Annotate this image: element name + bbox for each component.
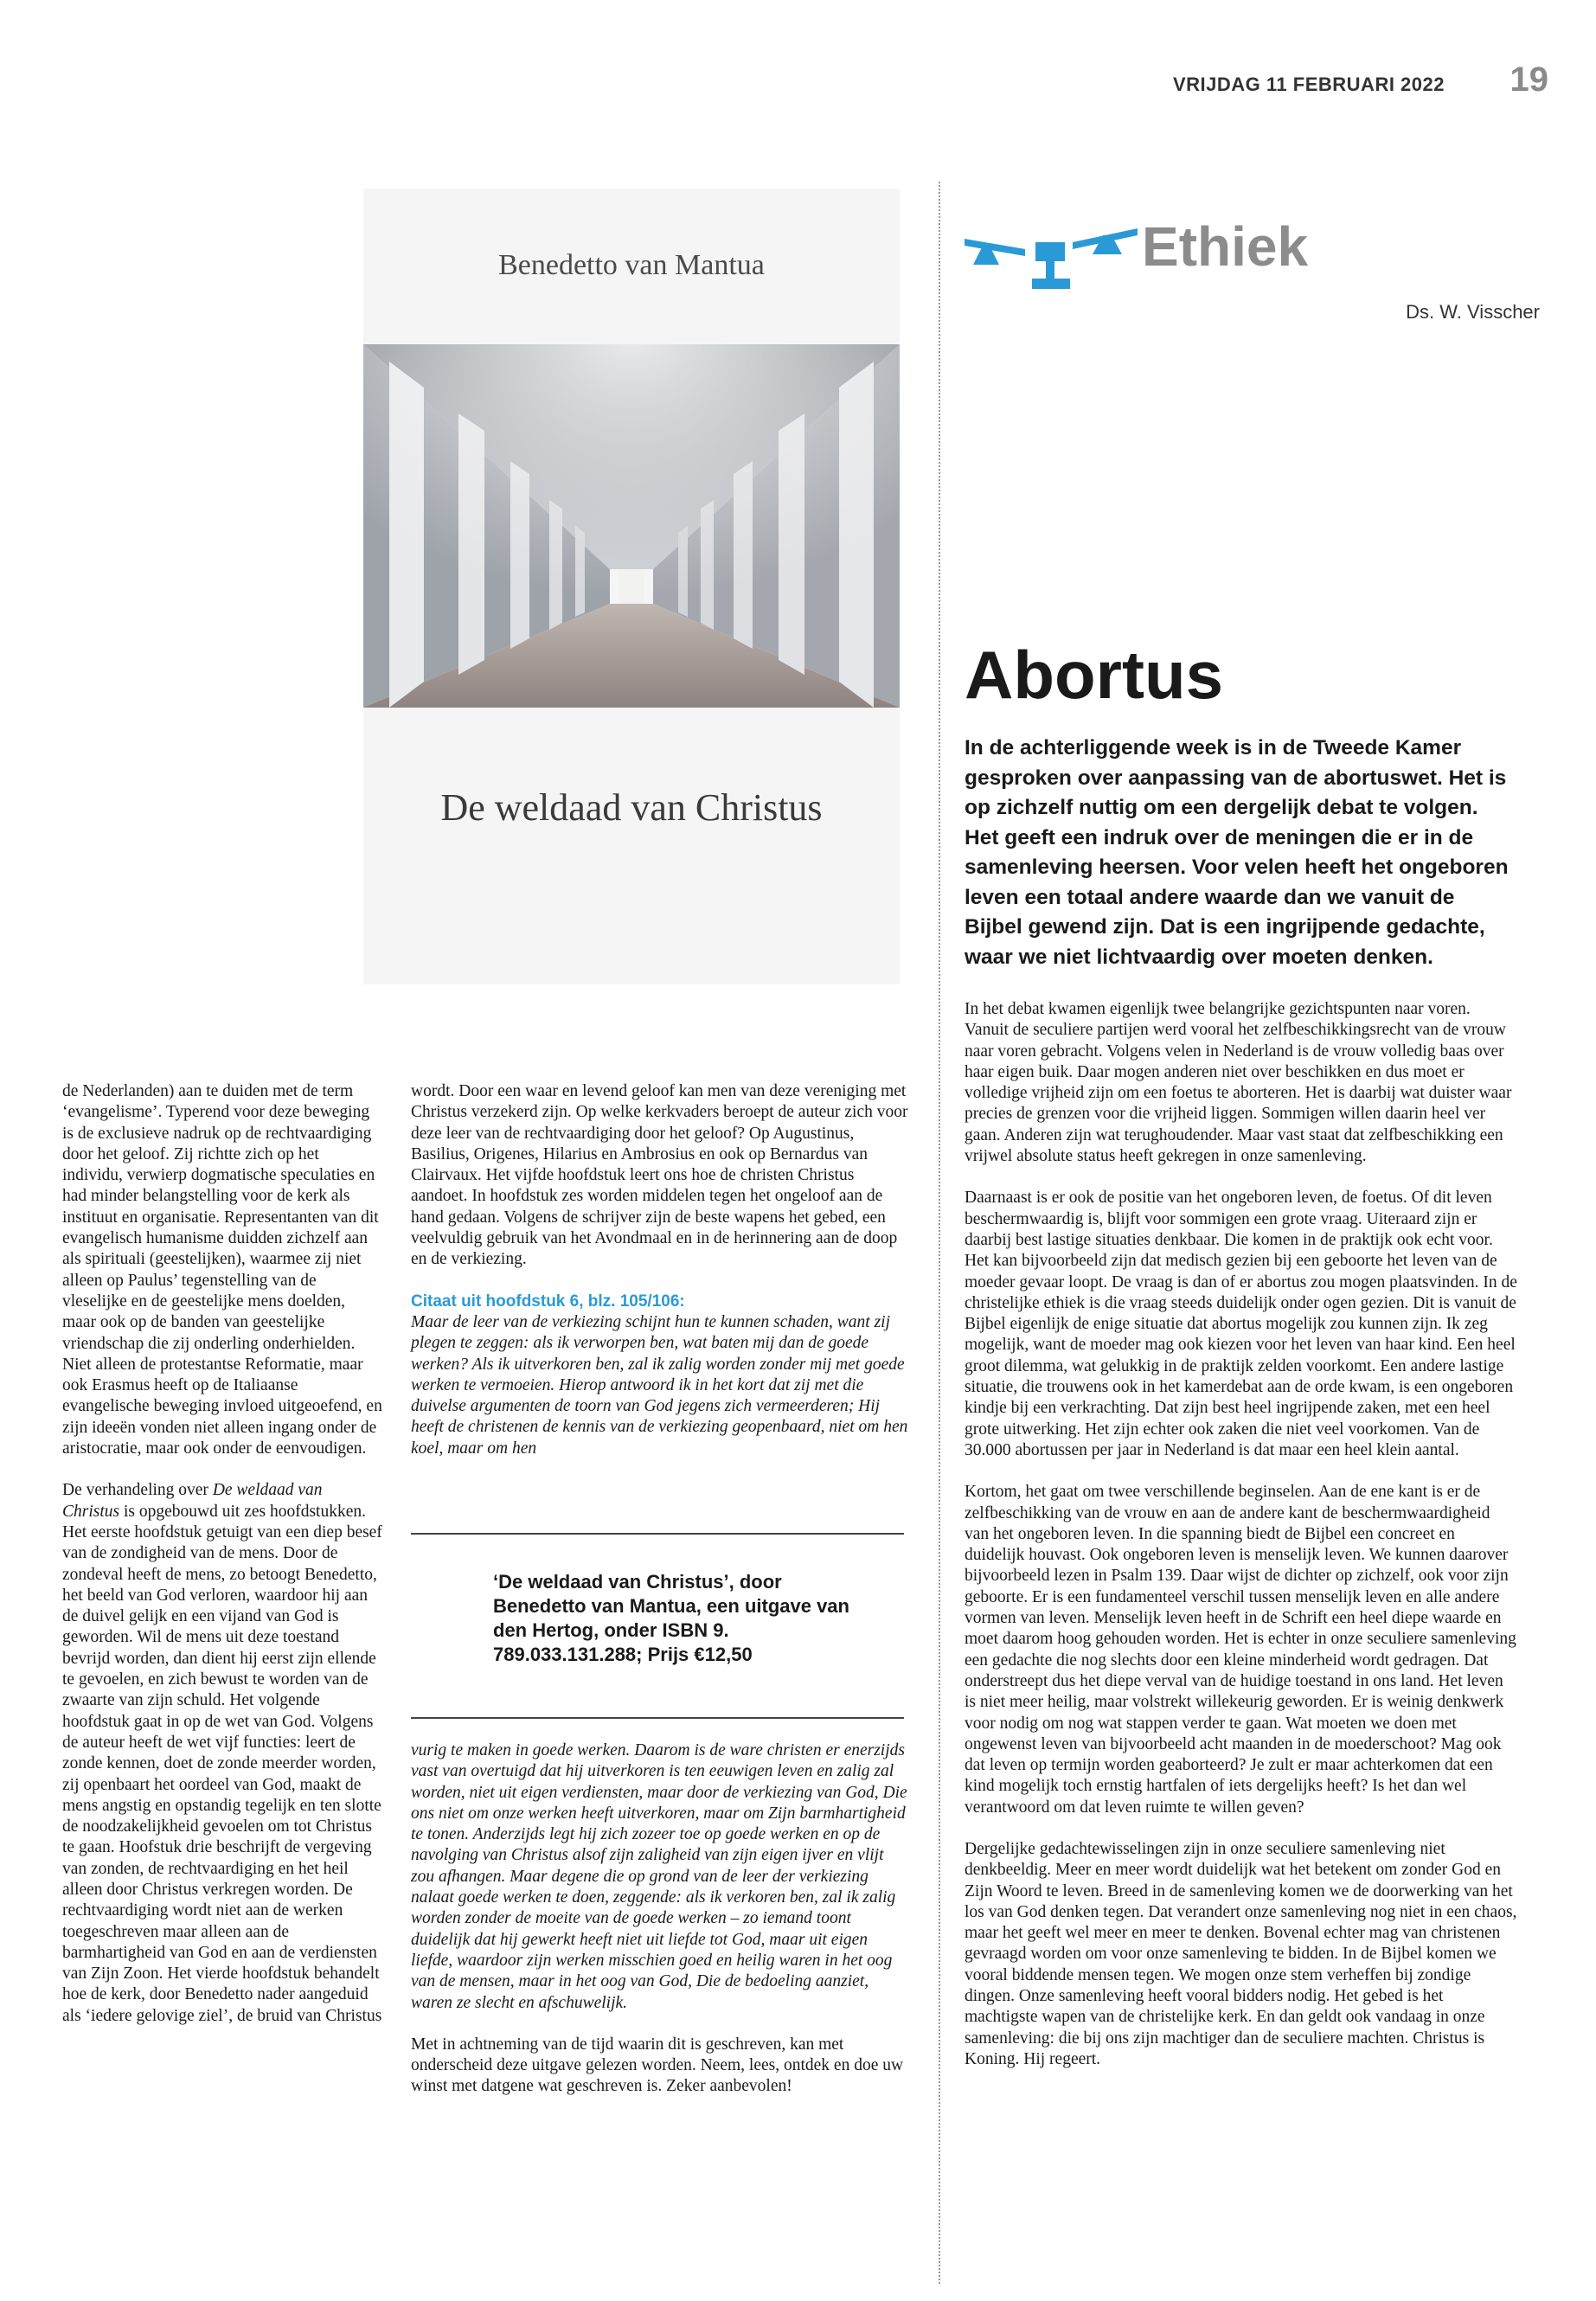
article-paragraph: In het debat kwamen eigenlijk twee belangrijke gezichtspunten naar voren. Vanuit de seculiere partijen werd vooral het zelfbeschikkingsrecht van de vrouw naar voren gebracht. Volgens velen in Nederland is de vrouw volledig baas over haar eigen buik. Daar mogen anderen niet over beschikken en dus moet er volledige vrijheid zijn om een foetus te aborteren. Het is daarbij wat duister waar precies de grenzen voor die vrijheid liggen. Sommigen willen daarin heel ver gaan. Anderen zijn wat terughoudender. Maar vast staat dat zelfbeschikking een vrijwel absolute status heeft gekregen in onze samenleving. xyxy=(965,1000,1512,1166)
section-title: Ethiek xyxy=(1142,215,1309,278)
book-cover xyxy=(363,189,900,984)
quote-text: Maar de leer van de verkiezing schijnt hun te kunnen schaden, want zij plegen te zeggen: als ik verworpen ben, wat baten mij dan de goede werken? Als ik uitverkoren ben, zal ik zalig worden zonder mij met goede werken te vermoeien. Hierop antwoord ik in het kort dat zij met die duivelse argumenten de toorn van God jegens zich vermeerderen; Hij heeft de christenen de kennis van de verkiezing geopenbaard, niet om hen koel, maar om hen xyxy=(411,1312,908,1458)
review-paragraph xyxy=(62,1480,382,2027)
book-info: ‘De weldaad van Christus’, door Benedetto van Mantua, een uitgave van den Hertog, onder ISBN 9. 789.033.131.288; Prijs €12,50 xyxy=(493,1571,849,1665)
quote-text-continued: vurig te maken in goede werken. Daarom is de ware christen er enerzijds vast van overtuigd dat hij uitverkoren is ten eeuwigen leven en zalig zal worden, niet uit eigen verdiensten, maar door de verkiezing van God, Die ons niet om onze werken heeft uitverkoren, maar om Zijn barmhartigheid te tonen. Anderzijds legt hij zich zozeer toe op goede werken en op de navolging van Christus alsof zijn zaligheid van zijn eigen ijver en vlijt zou afhangen. Maar degene die op grond van de leer der verkiezing nalaat goede werken te doen, zeggende: als ik verkoren ben, zal ik zalig worden zonder de moeite van de goede werken – zo iemand toont duidelijk dat hij gewerkt heeft niet uit liefde tot God, maar uit eigen liefde, waardoor zijn werken misschien goed en heilig waren in het oog van de mensen, maar in het oog van God, Die de bedoeling aanziet, waren ze slecht en afschuwelijk. xyxy=(411,1741,907,2012)
review-paragraph: de Nederlanden) aan te duiden met de term ‘evangelisme’. Typerend voor deze beweging is de exclusieve nadruk op de rechtvaardiging door het geloof. Zij richtte zich op het individu, verwierp dogmatische speculaties en had minder belangstelling voor de kerk als instituut en organisatie. Representanten van dit evangelisch humanisme duidden zichzelf aan als spirituali (geestelijken), waarmee zij niet alleen op Paulus’ tegenstelling van de vleselijke en de geestelijke mens doelden, maar ook op de banden van geestelijke vriendschap die zij onderling onderhielden. Niet alleen de protestantse Reformatie, maar ook Erasmus heeft op de Italiaanse evangelische beweging invloed uitgeoefend, en zijn ideeën vonden niet alleen ingang onder de aristocratie, maar ook onder de eenvoudigen. xyxy=(62,1082,382,1458)
review-column-middle-lower xyxy=(411,1740,908,2118)
page-number: 19 xyxy=(1509,61,1548,99)
section-author: Ds. W. Visscher xyxy=(1406,301,1540,323)
review-closing: Met in achtneming van de tijd waarin dit is geschreven, kan met onderscheid deze uitgave gelezen worden. Neem, lees, ontdek en doe uw winst met datgene wat geschreven is. Zeker aanbevolen! xyxy=(411,2035,904,2096)
article-intro: In de achterliggende week is in de Tweede Kamer gesproken over aanpassing van de abortuswet. Het is op zichzelf nuttig om een dergelijk debat te volgen. Het geeft een indruk over de meningen die er in de samenleving heersen. Voor velen heeft het ongeboren leven een totaal andere waarde dan we vanuit de Bijbel gewend zijn. Dat is een ingrijpende gedachte, waar we niet lichtvaardig over moeten denken. xyxy=(965,736,1509,969)
balance-scale-icon xyxy=(965,223,1138,292)
review-text: De verhandeling over xyxy=(62,1481,213,1500)
review-paragraph: wordt. Door een waar en levend geloof kan men van deze vereniging met Christus verzekerd zijn. Op welke kerkvaders beroept de auteur zich voor deze leer van de rechtvaardiging door het geloof? Op Augustinus, Basilius, Origenes, Hilarius en Ambrosius en ook op Bernardus van Clairvaux. Het vijfde hoofdstuk leert ons hoe de christen Christus aandoet. In hoofdstuk zes worden middelen tegen het ongeloof aan de hand gedaan. Volgens de schrijver zijn de beste wapens het gebed, een veelvuldig gebruik van het Avondmaal en in de herinnering aan de doop en de verkiezing. xyxy=(411,1082,908,1269)
article-body xyxy=(965,999,1518,2091)
quote-heading: Citaat uit hoofdstuk 6, blz. 105/106: xyxy=(411,1292,685,1311)
cover-photo-corridor xyxy=(363,336,900,708)
cover-author: Benedetto van Mantua xyxy=(498,249,765,281)
issue-date: VRIJDAG 11 FEBRUARI 2022 xyxy=(1173,74,1445,95)
article-paragraph: Daarnaast is er ook de positie van het ongeboren leven, de foetus. Of dit leven beschermwaardig is, blijft voor sommigen een grote vraag. Uiteraard zijn er daarbij best lastige situaties denkbaar. Die komen in de praktijk ook echt voor. Het kan bijvoorbeeld zijn dat medisch gezien bij een geboorte het leven van de moeder gevaar loopt. De vraag is dan of er abortus zou mogen plaatsvinden. In de christelijke ethiek is die vraag steeds duidelijk onder ogen gezien. Dit is vanuit de Bijbel eigenlijk de enige situatie dat abortus mogelijk zou kunnen zijn. Ik zeg mogelijk, want de moeder mag ook kiezen voor het leven van haar kind. Een heel groot dilemma, wat gelukkig in de praktijk zelden voorkomt. Een andere lastige situatie, die trouwens ook in het kamerdebat aan de orde kwam, is een ongeboren kindje bij een verkrachting. Dat zijn best heel ingrijpende zaken, met een heel grote uitwerking. Het zijn echter ook zaken die niet veel voorkomen. Van de 30.000 abortussen per jaar in Nederland is dat maar een heel klein aantal. xyxy=(965,1189,1517,1459)
book-title-italic: De weldaad van Christus xyxy=(62,1481,323,1521)
article-paragraph: Kortom, het gaat om twee verschillende beginselen. Aan de ene kant is er de zelfbeschikking van de vrouw en aan de andere kant de beschermwaardigheid van het ongeboren leven. In die spanning biedt de Bijbel een concreet en duidelijk houvast. Ook ongeboren leven is menselijk leven. We kunnen daarover bijvoorbeeld lezen in Psalm 139. Daar wijst de dichter op zichzelf, ook voor zijn geboorte. Er is een fundamenteel verschil tussen menselijk leven en alle andere vormen van leven. Menselijk leven heeft in de Schrift een heel diepe waarde en moet daarom hoog gehouden worden. Het is echter in onze seculiere samenleving een gedachte die nog slechts door een kleine minderheid wordt gedragen. Dat onderstreept dus het diepe verval van de huidige toestand in ons land. Het leven is niet meer heilig, maar volstrekt willekeurig geworden. Er is weinig denkwerk voor nodig om nog wat stappen verder te gaan. Wat moeten we doen met ongewenst leven van bijvoorbeeld acht maanden in de moederschoot? Mag ook dat leven op termijn worden geaborteerd? Je zult er maar achterkomen dat een kind mogelijk toch ernstig hartfalen of iets dergelijks heeft? Is het dan wel verantwoord om dat leven ruimte te willen geven? xyxy=(965,1483,1516,1817)
review-text: is opgebouwd uit zes hoofdstukken. Het eerste hoofdstuk getuigt van een diep besef van de zondigheid van de mens. Door de zondeval heeft de mens, zo betoogt Benedetto, het beeld van God verloren, waardoor hij aan de duivel gelijk en een vijand van God is geworden. Wil de mens uit deze toestand bevrijd worden, dan dient hij eerst zijn ellende te gevoelen, en zich bewust te worden van de zwaarte van zijn schuld. Het volgende hoofdstuk gaat in op de wet van God. Volgens de auteur heeft de wet vijf functies: leert de zonde kennen, doet de zonde meerder worden, zij openbaart het oordeel van God, maakt de mens angstig en opstandig tegelijk en ten slotte de noodzakelijkheid gevoelen om tot Christus te gaan. Hoofstuk drie beschrijft de vergeving van zonden, de rechtvaardiging en het heil alleen door Christus verkregen worden. De rechtvaardiging wordt niet aan de werken toegeschreven maar alleen aan de barmhartigheid van God en aan de verdiensten van Zijn Zoon. Het vierde hoofdstuk behandelt hoe de kerk, door Benedetto nader aangeduid als ‘iedere gelovige ziel’, de bruid van Christus xyxy=(62,1502,382,2025)
cover-title: De weldaad van Christus xyxy=(440,786,823,829)
book-info-rule-top xyxy=(411,1533,904,1535)
article-headline: Abortus xyxy=(965,637,1223,713)
article-paragraph: Dergelijke gedachtewisselingen zijn in onze seculiere samenleving niet denkbeeldig. Meer en meer wordt duidelijk wat het betekent om zonder God en Zijn Woord te leven. Breed in de samenleving komen we de doorwerking van het los van God denken tegen. Dat verandert onze samenleving nog niet in een chaos, maar het geeft wel meer en meer te denken. Bovenal echter mag van christenen gevraagd worden om voor onze samenleving te bidden. In de Bijbel komen we vooral biddende mensen tegen. We mogen onze stem verheffen bij zondige dingen. Onze samenleving heeft vooral bidders nodig. Het gebed is het machtigste wapen van de christelijke kerk. En dan geldt ook vandaag in onze samenleving: die bij ons zijn machtiger dan de seculiere machten. Christus is Koning. Hij regeert. xyxy=(965,1839,1517,2068)
review-column-left xyxy=(62,1081,382,2048)
column-divider xyxy=(939,182,940,2284)
book-info-rule-bottom xyxy=(411,1717,904,1719)
review-column-middle xyxy=(411,1081,908,1459)
